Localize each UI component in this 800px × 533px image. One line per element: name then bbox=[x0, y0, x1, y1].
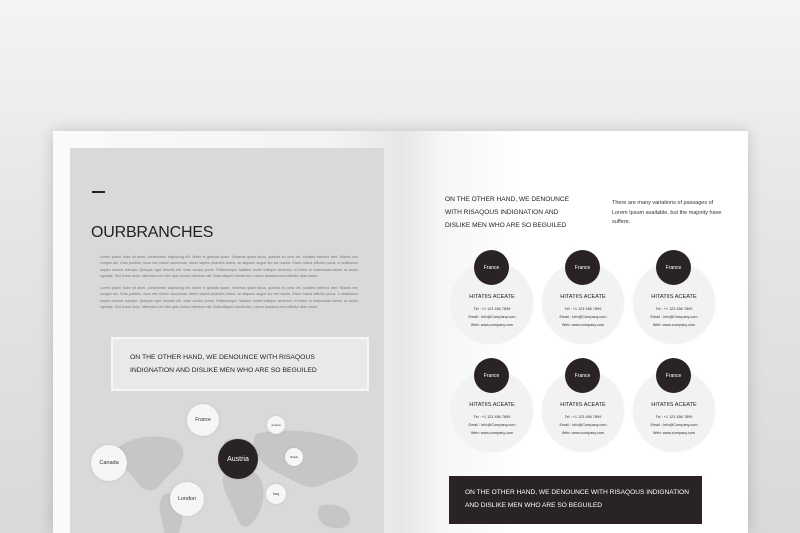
quote-text: ON THE OTHER HAND, WE DENOUNCE WITH RISAQOUS INDIGNATION AND DISLIKE MEN WHO ARE SO BEGUILED bbox=[130, 354, 317, 374]
right-heading: ON THE OTHER HAND, WE DENOUNCE WITH RISAQOUS INDIGNATION AND DISLIKE MEN WHO ARE SO BEGUILED bbox=[445, 196, 570, 229]
footer-quote-box bbox=[449, 476, 702, 524]
branch-badge: France bbox=[565, 358, 600, 393]
city-circle-france: France bbox=[187, 404, 219, 436]
branch-tel: Tel : +1 123 456 7899 bbox=[564, 415, 602, 419]
city-circle-canada: Canada bbox=[91, 445, 127, 481]
branch-card bbox=[451, 250, 533, 332]
branch-tel: Tel : +1 123 456 7899 bbox=[655, 415, 693, 419]
branch-tel: Tel : +1 123 456 7899 bbox=[473, 415, 511, 419]
branch-badge: France bbox=[656, 250, 691, 285]
brochure-spread bbox=[53, 131, 748, 533]
branch-email: Email : Info@Company.com bbox=[559, 315, 607, 319]
branch-card bbox=[451, 358, 533, 440]
body-paragraph: Lorem ipsum dolor sit amet, consectetur adipiscing elit. Morbi et gravida quam. Vivamus quam lacus, gravida eu urna vel, sodales eleifend sem. Mauris nec congue dui. Cras porttitor, risus nec rutrum accumsan, libero sapien pharetra lectus, ac aliquam augue leo vel mauris. Etiam luctus efficitur purus, a vestibulum sapien laoreet suscipit. Quisque eget lobortis elit, vitae cursus purus. Pellentesque habitant morbi tristique senectus et netus et malesuada fames ac turpis egestas. Sed lorem dolor, bibendum vel nibh quis, luctus interdum nisl. Nulla aliquet lobortis leo, rutrum faucibus eros efficitur vitae lorem. bbox=[100, 286, 358, 309]
branch-tel: Tel : +1 123 456 7899 bbox=[655, 307, 693, 311]
left-page bbox=[53, 131, 400, 533]
branch-web: Web: www.company.com bbox=[652, 431, 696, 435]
right-page bbox=[400, 131, 748, 533]
branch-name: HITATIIS ACEATE bbox=[651, 402, 697, 408]
title-dash bbox=[92, 191, 105, 193]
branch-name: HITATIIS ACEATE bbox=[469, 402, 515, 408]
branch-email: Email : Info@Company.com bbox=[650, 315, 698, 319]
asia-shape bbox=[254, 431, 358, 487]
right-side-text: There are many variations of passages of Lorem Ipsum available, but the majority have suffere. bbox=[612, 200, 722, 225]
branch-email: Email : Info@Company.com bbox=[468, 423, 516, 427]
branch-web: Web: www.company.com bbox=[470, 323, 514, 327]
branch-card bbox=[633, 250, 715, 332]
branch-tel: Tel : +1 123 456 7899 bbox=[473, 307, 511, 311]
body-paragraph: Lorem ipsum dolor sit amet, consectetur adipiscing elit. Morbi et gravida quam. Vivamus quam lacus, gravida eu urna vel, sodales eleifend sem. Mauris nec congue dui. Cras porttitor, risus nec rutrum accumsan, libero sapien pharetra lectus, ac aliquam augue leo vel mauris. Etiam luctus efficitur purus, a vestibulum sapien laoreet suscipit. Quisque eget lobortis elit, vitae cursus purus. Pellentesque habitant morbi tristique senectus et netus et malesuada fames ac turpis egestas. Sed lorem dolor, bibendum vel nibh quis, luctus interdum nisl. Nulla aliquet lobortis leo, rutrum faucibus eros efficitur vitae lorem. bbox=[100, 255, 358, 278]
branch-name: HITATIIS ACEATE bbox=[560, 294, 606, 300]
branch-web: Web: www.company.com bbox=[652, 323, 696, 327]
page-title: OURBRANCHES bbox=[91, 224, 214, 241]
branch-badge: France bbox=[474, 250, 509, 285]
branch-name: HITATIIS ACEATE bbox=[469, 294, 515, 300]
branch-email: Email : Info@Company.com bbox=[468, 315, 516, 319]
quote-box bbox=[111, 337, 369, 391]
branch-name: HITATIIS ACEATE bbox=[560, 402, 606, 408]
branch-web: Web: www.company.com bbox=[470, 431, 514, 435]
branch-badge: France bbox=[474, 358, 509, 393]
branch-card bbox=[542, 250, 624, 332]
footer-quote-text: ON THE OTHER HAND, WE DENOUNCE WITH RISAQOUS INDIGNATION AND DISLIKE MEN WHO ARE SO BEGUILED bbox=[465, 489, 689, 509]
branch-card bbox=[542, 358, 624, 440]
city-circle-austria-main: Austria bbox=[218, 439, 258, 479]
branch-badge: France bbox=[656, 358, 691, 393]
city-circle-london: London bbox=[170, 482, 204, 516]
australia-shape bbox=[318, 504, 350, 528]
branch-name: HITATIIS ACEATE bbox=[651, 294, 697, 300]
city-circle-austria-small: Austria bbox=[267, 416, 285, 434]
branch-web: Web: www.company.com bbox=[561, 323, 605, 327]
branch-tel: Tel : +1 123 456 7899 bbox=[564, 307, 602, 311]
branch-web: Web: www.company.com bbox=[561, 431, 605, 435]
branch-badge: France bbox=[565, 250, 600, 285]
left-panel bbox=[70, 148, 384, 533]
city-circle-iraq: Iraq bbox=[266, 484, 286, 504]
branch-card bbox=[633, 358, 715, 440]
city-circle-dubai: Dubai bbox=[285, 448, 303, 466]
branch-email: Email : Info@Company.com bbox=[559, 423, 607, 427]
branch-email: Email : Info@Company.com bbox=[650, 423, 698, 427]
